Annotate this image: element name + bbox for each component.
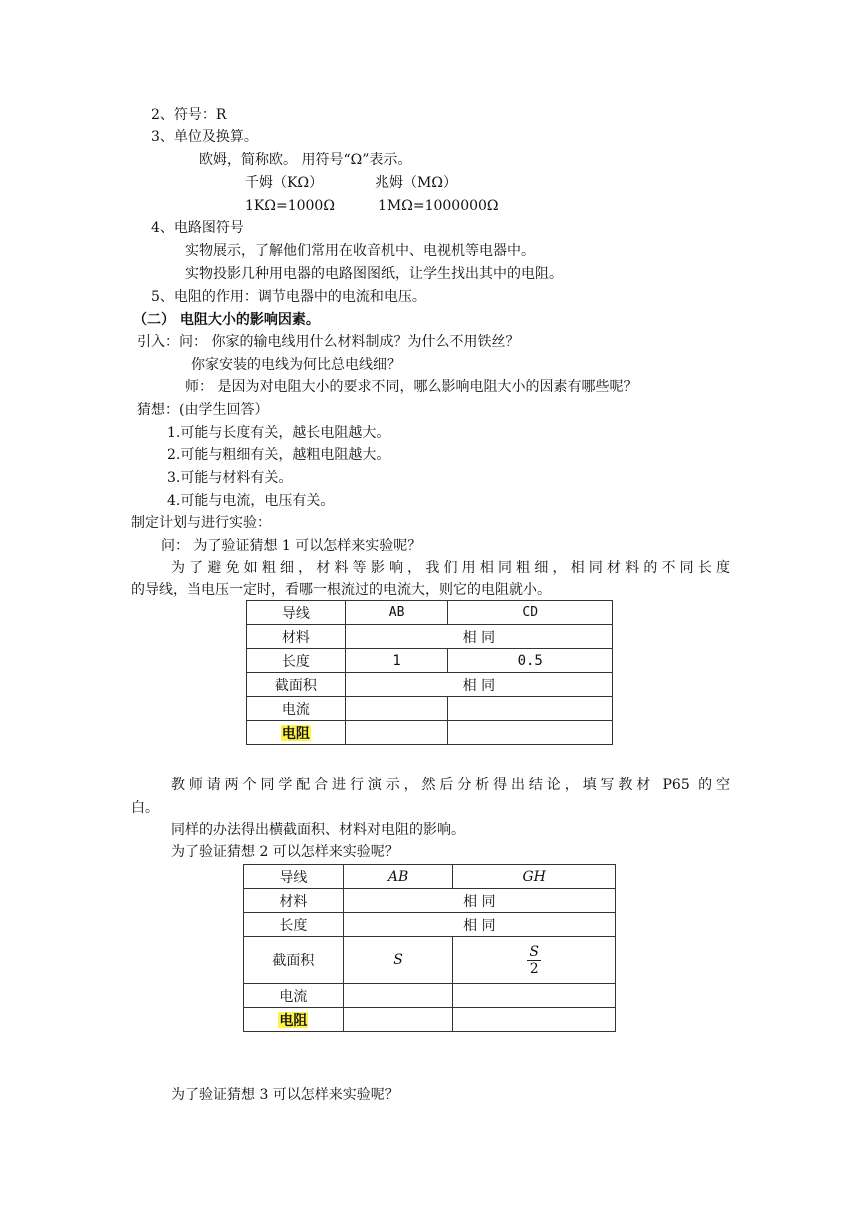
fraction — [527, 944, 541, 977]
current-gh — [453, 984, 616, 1008]
paragraph-2-line-2: 白。 — [131, 800, 159, 816]
plan-heading: 制定计划与进行实验： — [131, 515, 271, 531]
row-current-label: 电流 — [244, 984, 344, 1008]
symbol-line: 2、符号：R — [151, 107, 227, 123]
row-material-label: 材料 — [244, 889, 344, 913]
question-guess-2: 为了验证猜想 2 可以怎样来实验呢？ — [171, 844, 399, 860]
header-ab: AB — [343, 865, 453, 889]
resistance-gh — [453, 1008, 616, 1032]
highlighted-text: 电阻 — [279, 1011, 308, 1028]
kohm-label: 千姆（KΩ） — [245, 175, 324, 191]
resistance-ab — [343, 1008, 453, 1032]
table-guess-1 — [246, 600, 613, 745]
kohm-conversion: 1KΩ=1000Ω — [245, 198, 335, 214]
table-row — [244, 889, 616, 913]
current-cd — [448, 697, 613, 721]
header-ab: AB — [345, 601, 448, 625]
ohm-line: 欧姆，简称欧。 用符号“Ω”表示。 — [199, 152, 412, 168]
resistance-cd — [448, 721, 613, 745]
row-resistance-label — [247, 721, 346, 745]
resistance-ab — [345, 721, 448, 745]
table-row — [247, 673, 613, 697]
row-length-label: 长度 — [247, 649, 346, 673]
area-gh — [453, 937, 616, 984]
row-current-label: 电流 — [247, 697, 346, 721]
header-wire: 导线 — [244, 865, 344, 889]
mohm-label: 兆姆（MΩ） — [375, 175, 457, 191]
table-row — [244, 984, 616, 1008]
row-area-label: 截面积 — [247, 673, 346, 697]
header-gh: GH — [453, 865, 616, 889]
row-resistance-label — [244, 1008, 344, 1032]
row-material-value: 相 同 — [345, 625, 612, 649]
header-cd: CD — [448, 601, 613, 625]
row-area-value: 相 同 — [345, 673, 612, 697]
highlighted-text: 电阻 — [281, 724, 310, 741]
section-heading: （二） 电阻大小的影响因素。 — [133, 312, 320, 328]
paragraph-3: 同样的办法得出横截面积、材料对电阻的影响。 — [171, 822, 465, 838]
length-ab: 1 — [345, 649, 448, 673]
fraction-numerator: S — [529, 943, 539, 960]
fraction-denominator: 2 — [529, 960, 539, 977]
table-row — [247, 721, 613, 745]
current-ab — [345, 697, 448, 721]
row-length-value: 相 同 — [343, 913, 615, 937]
row-material-label: 材料 — [247, 625, 346, 649]
paragraph-1-line-2: 的导线，当电压一定时，看哪一根流过的电流大，则它的电阻就小。 — [131, 582, 551, 598]
current-ab — [343, 984, 453, 1008]
length-cd: 0.5 — [448, 649, 613, 673]
row-area-label: 截面积 — [244, 937, 344, 984]
project-line: 实物投影几种用电器的电路图图纸，让学生找出其中的电阻。 — [185, 266, 563, 282]
guess-4: 4.可能与电流，电压有关。 — [167, 493, 335, 509]
table-row — [244, 913, 616, 937]
guess-1: 1.可能与长度有关，越长电阻越大。 — [167, 425, 391, 441]
teacher-line: 师： 是因为对电阻大小的要求不同，哪么影响电阻大小的因素有哪些呢？ — [185, 379, 638, 395]
row-material-value: 相 同 — [343, 889, 615, 913]
paragraph-2-line-1: 教师请两个同学配合进行演示，然后分析得出结论，填写教材 P65 的空 — [171, 777, 730, 793]
unit-heading: 3、单位及换算。 — [151, 129, 258, 145]
header-wire: 导线 — [247, 601, 346, 625]
mohm-conversion: 1MΩ=1000000Ω — [378, 198, 499, 214]
table-row — [247, 601, 613, 625]
table-row — [247, 625, 613, 649]
guess-heading: 猜想：(由学生回答） — [137, 402, 269, 418]
question-guess-3: 为了验证猜想 3 可以怎样来实验呢？ — [171, 1087, 399, 1103]
area-ab: S — [343, 937, 453, 984]
table-guess-2 — [243, 864, 616, 1032]
guess-2: 2.可能与粗细有关，越粗电阻越大。 — [167, 447, 391, 463]
circuit-symbol-heading: 4、电路图符号 — [151, 220, 244, 236]
table-row — [247, 697, 613, 721]
table-row — [244, 1008, 616, 1032]
intro-question: 引入：问： 你家的输电线用什么材料制成？为什么不用铁丝？ — [137, 334, 520, 350]
paragraph-1-line-1: 为了避免如粗细，材料等影响，我们用相同粗细，相同材料的不同长度 — [171, 560, 730, 576]
guess-3: 3.可能与材料有关。 — [167, 470, 293, 486]
row-length-label: 长度 — [244, 913, 344, 937]
table-row — [244, 865, 616, 889]
show-line: 实物展示，了解他们常用在收音机中、电视机等电器中。 — [185, 243, 535, 259]
table-row — [247, 649, 613, 673]
table-row — [244, 937, 616, 984]
question-guess-1: 问： 为了验证猜想 1 可以怎样来实验呢？ — [161, 538, 422, 554]
function-line: 5、电阻的作用：调节电器中的电流和电压。 — [151, 289, 426, 305]
intro-question-2: 你家安装的电线为何比总电线细？ — [191, 357, 401, 373]
